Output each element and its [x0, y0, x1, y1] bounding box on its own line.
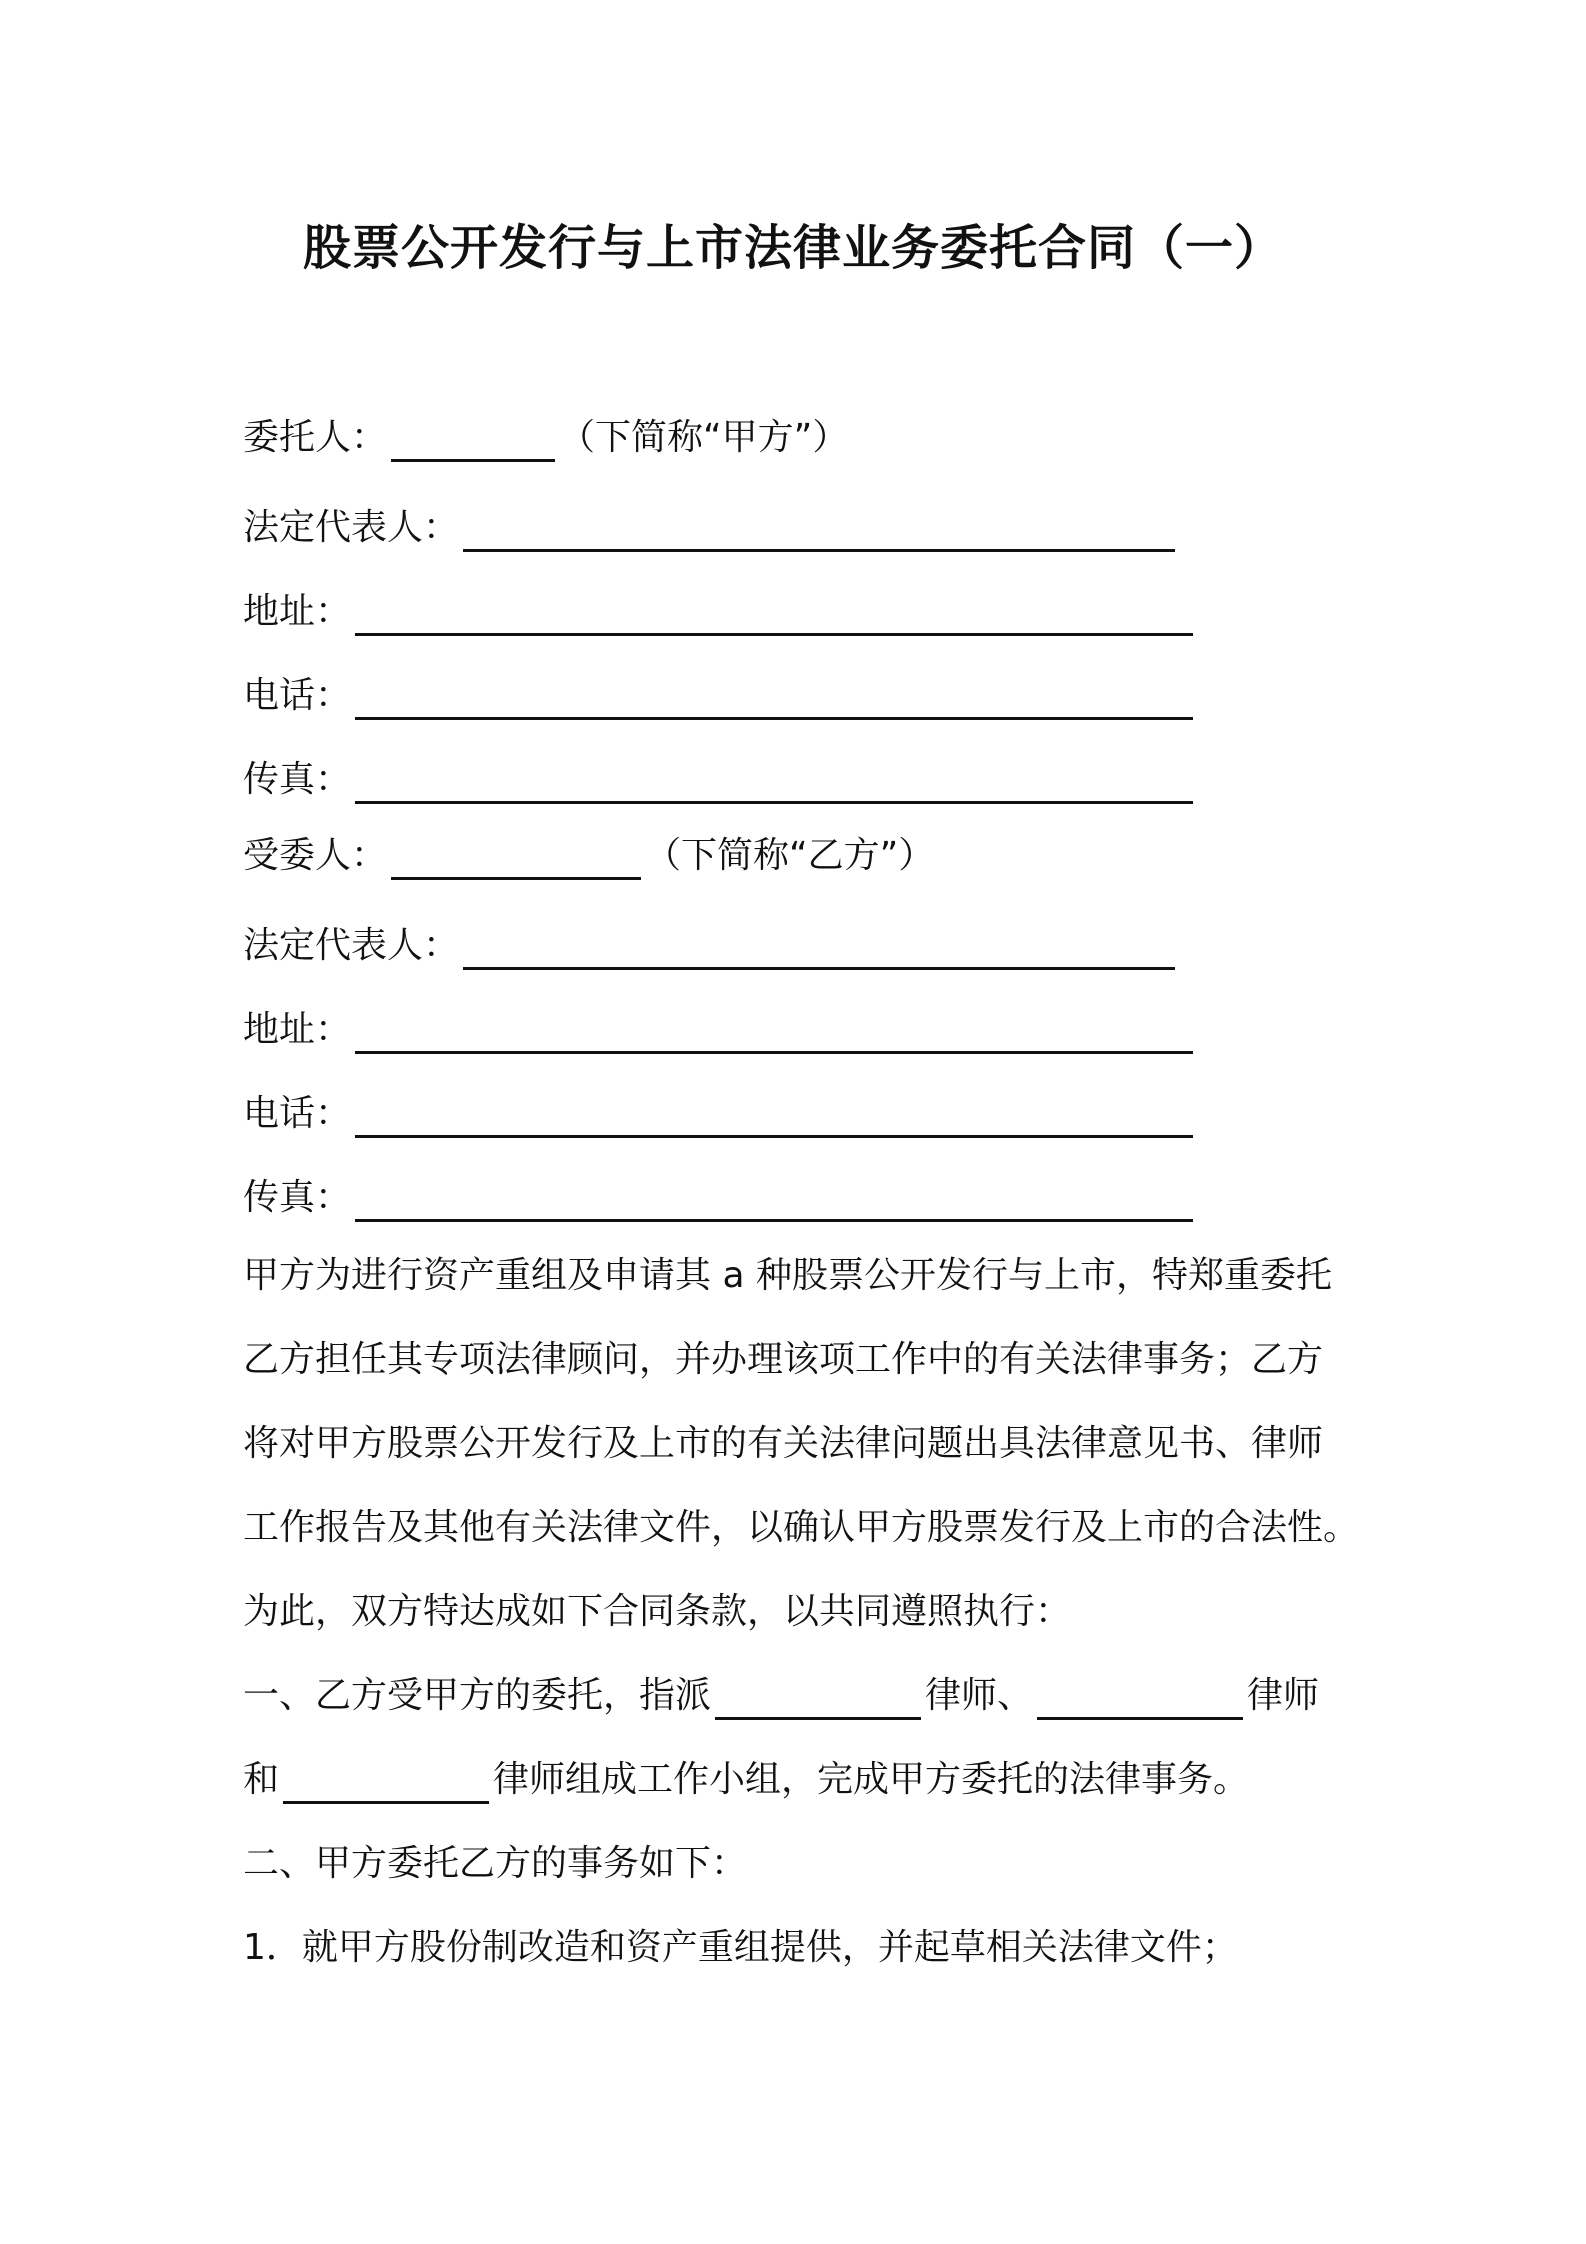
party-a-address-blank	[355, 597, 1193, 636]
party-a-fax-blank	[355, 765, 1193, 804]
paragraph-line: 工作报告及其他有关法律文件，以确认甲方股票发行及上市的合法性。	[243, 1507, 1360, 1548]
trustee-line	[243, 832, 934, 880]
party-b-fax-line	[243, 1174, 1197, 1222]
agreement-intro: 为此，双方特达成如下合同条款，以共同遵照执行：	[243, 1591, 1072, 1632]
clause-1-line-2-suffix: 律师组成工作小组，完成甲方委托的法律事务。	[493, 1759, 1250, 1800]
paragraph-line: 甲方为进行资产重组及申请其 a 种股票公开发行与上市，特郑重委托	[243, 1255, 1332, 1296]
party-b-phone-label: 电话：	[243, 1093, 352, 1134]
party-a-representative-line	[243, 504, 1179, 552]
party-b-address-label: 地址：	[243, 1009, 352, 1050]
trustee-suffix: （下简称“乙方”）	[645, 835, 935, 876]
paragraph-line: 将对甲方股票公开发行及上市的有关法律问题出具法律意见书、律师	[243, 1423, 1324, 1464]
clause-1-lawyer-2: 律师	[1247, 1675, 1320, 1716]
party-a-fax-label: 传真：	[243, 759, 352, 800]
party-b-representative-label: 法定代表人：	[243, 925, 460, 966]
party-a-phone-label: 电话：	[243, 675, 352, 716]
party-a-representative-label: 法定代表人：	[243, 507, 460, 548]
clause-1-line-2	[243, 1756, 1249, 1804]
paragraph-line: 乙方担任其专项法律顾问，并办理该项工作中的有关法律事务；乙方	[243, 1339, 1324, 1380]
party-a-fax-line	[243, 756, 1197, 804]
lawyer-3-blank	[283, 1765, 489, 1804]
client-suffix: （下简称“甲方”）	[559, 417, 849, 458]
party-a-address-label: 地址：	[243, 591, 352, 632]
party-b-address-line	[243, 1006, 1197, 1054]
party-b-address-blank	[355, 1015, 1193, 1054]
party-b-fax-label: 传真：	[243, 1177, 352, 1218]
client-name-blank	[391, 423, 555, 462]
party-b-phone-blank	[355, 1099, 1193, 1138]
party-b-phone-line	[243, 1090, 1197, 1138]
clause-2-item-1: 1．就甲方股份制改造和资产重组提供，并起草相关法律文件；	[243, 1927, 1238, 1968]
clause-1-line-1	[243, 1672, 1319, 1720]
document-title: 股票公开发行与上市法律业务委托合同（一）	[302, 220, 1283, 276]
client-label: 委托人：	[243, 417, 388, 458]
party-a-representative-blank	[463, 513, 1175, 552]
clause-1-prefix: 一、乙方受甲方的委托，指派	[243, 1675, 712, 1716]
lawyer-2-blank	[1037, 1681, 1243, 1720]
party-a-address-line	[243, 588, 1197, 636]
party-b-representative-line	[243, 922, 1179, 970]
clause-1-line-2-prefix: 和	[243, 1759, 280, 1800]
client-line	[243, 414, 848, 462]
trustee-name-blank	[391, 841, 641, 880]
party-b-fax-blank	[355, 1183, 1193, 1222]
clause-1-lawyer-1: 律师、	[925, 1675, 1034, 1716]
party-a-phone-blank	[355, 681, 1193, 720]
party-a-phone-line	[243, 672, 1197, 720]
trustee-label: 受委人：	[243, 835, 388, 876]
clause-2-heading: 二、甲方委托乙方的事务如下：	[243, 1843, 748, 1884]
lawyer-1-blank	[715, 1681, 921, 1720]
party-b-representative-blank	[463, 931, 1175, 970]
